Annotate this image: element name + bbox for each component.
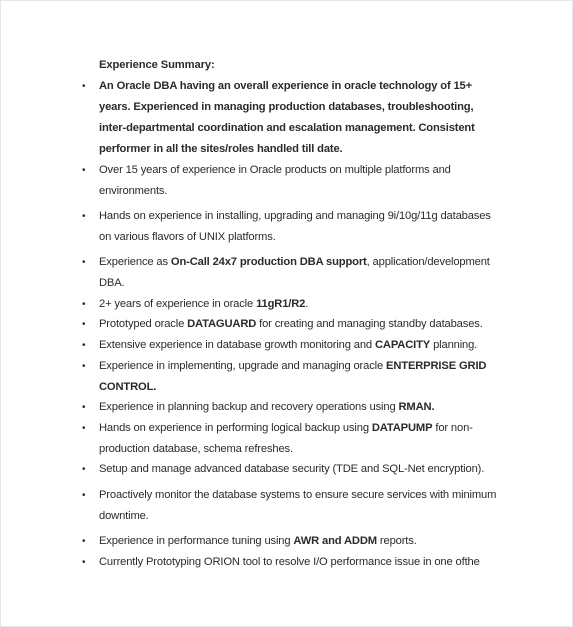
bullet-icon: •: [82, 423, 86, 434]
bullet-icon: •: [82, 319, 86, 330]
text: for non-production database, schema refreshes.: [99, 422, 473, 455]
list-item: [82, 397, 499, 418]
text: 2+ years of experience in oracle: [99, 298, 257, 310]
bullet-icon: •: [82, 536, 86, 547]
text: .: [305, 298, 309, 310]
text: Experience in performance tuning using: [99, 535, 294, 547]
bold-text: CAPACITY: [374, 339, 431, 351]
bullet-icon: •: [82, 81, 86, 92]
list-item: [82, 531, 499, 552]
list-item: [82, 76, 499, 160]
bold-text: AWR and ADDM: [293, 535, 377, 547]
list-item: [82, 552, 499, 573]
bold-text: An Oracle DBA having an overall experience in oracle technology of 15+ years. Experienced in managing production databases, troubleshooting, inter-departmental coordination and escalation management. Consistent performer in all the sites/roles handled till date.: [99, 80, 475, 155]
list-item: [82, 485, 499, 527]
bullet-icon: •: [82, 165, 86, 176]
section-heading: Experience Summary:: [99, 59, 215, 71]
bullet-icon: •: [82, 464, 86, 475]
bullet-icon: •: [82, 340, 86, 351]
bullet-icon: •: [82, 257, 86, 268]
list-item: [82, 459, 499, 480]
bold-text: DATAPUMP: [371, 422, 433, 434]
text: Hands on experience in performing logical backup using: [99, 422, 372, 434]
text: Experience in planning backup and recovery operations using: [99, 401, 399, 413]
bold-text: DATAGUARD: [187, 318, 257, 330]
text: Prototyped oracle: [99, 318, 188, 330]
text: Hands on experience in installing, upgrading and managing 9i/10g/11g databases on various flavors of UNIX platforms.: [99, 210, 491, 243]
text: planning.: [430, 339, 478, 351]
list-item: [82, 252, 499, 294]
text: Experience in implementing, upgrade and managing oracle: [99, 360, 387, 372]
text: Extensive experience in database growth monitoring and: [99, 339, 375, 351]
bullet-icon: •: [82, 490, 86, 501]
text: Proactively monitor the database systems to ensure secure services with minimum downtime.: [99, 489, 497, 522]
bullet-icon: •: [82, 211, 86, 222]
bullet-icon: •: [82, 299, 86, 310]
list-item: [82, 206, 499, 248]
text: Experience as: [99, 256, 171, 268]
text: Currently Prototyping ORION tool to resolve I/O performance issue in one ofthe: [99, 556, 480, 568]
list-item: [82, 314, 499, 335]
bullet-icon: •: [82, 402, 86, 413]
bullet-icon: •: [82, 361, 86, 372]
text: for creating and managing standby databases.: [256, 318, 483, 330]
bold-text: 11gR1/R2: [256, 298, 306, 310]
text: Setup and manage advanced database security (TDE and SQL-Net encryption).: [99, 463, 485, 475]
bold-text: On-Call 24x7 production DBA support: [170, 256, 367, 268]
list-item: [82, 335, 499, 356]
bullet-icon: •: [82, 557, 86, 568]
bold-text: ENTERPRISE GRID CONTROL.: [99, 360, 487, 393]
text: , application/development DBA.: [99, 256, 490, 289]
text: reports.: [376, 535, 417, 547]
text: Over 15 years of experience in Oracle products on multiple platforms and environments.: [99, 164, 451, 197]
list-item: [82, 294, 499, 315]
list-item: [82, 356, 499, 398]
list-item: [82, 160, 499, 202]
list-item: [82, 418, 499, 460]
bold-text: RMAN.: [398, 401, 435, 413]
